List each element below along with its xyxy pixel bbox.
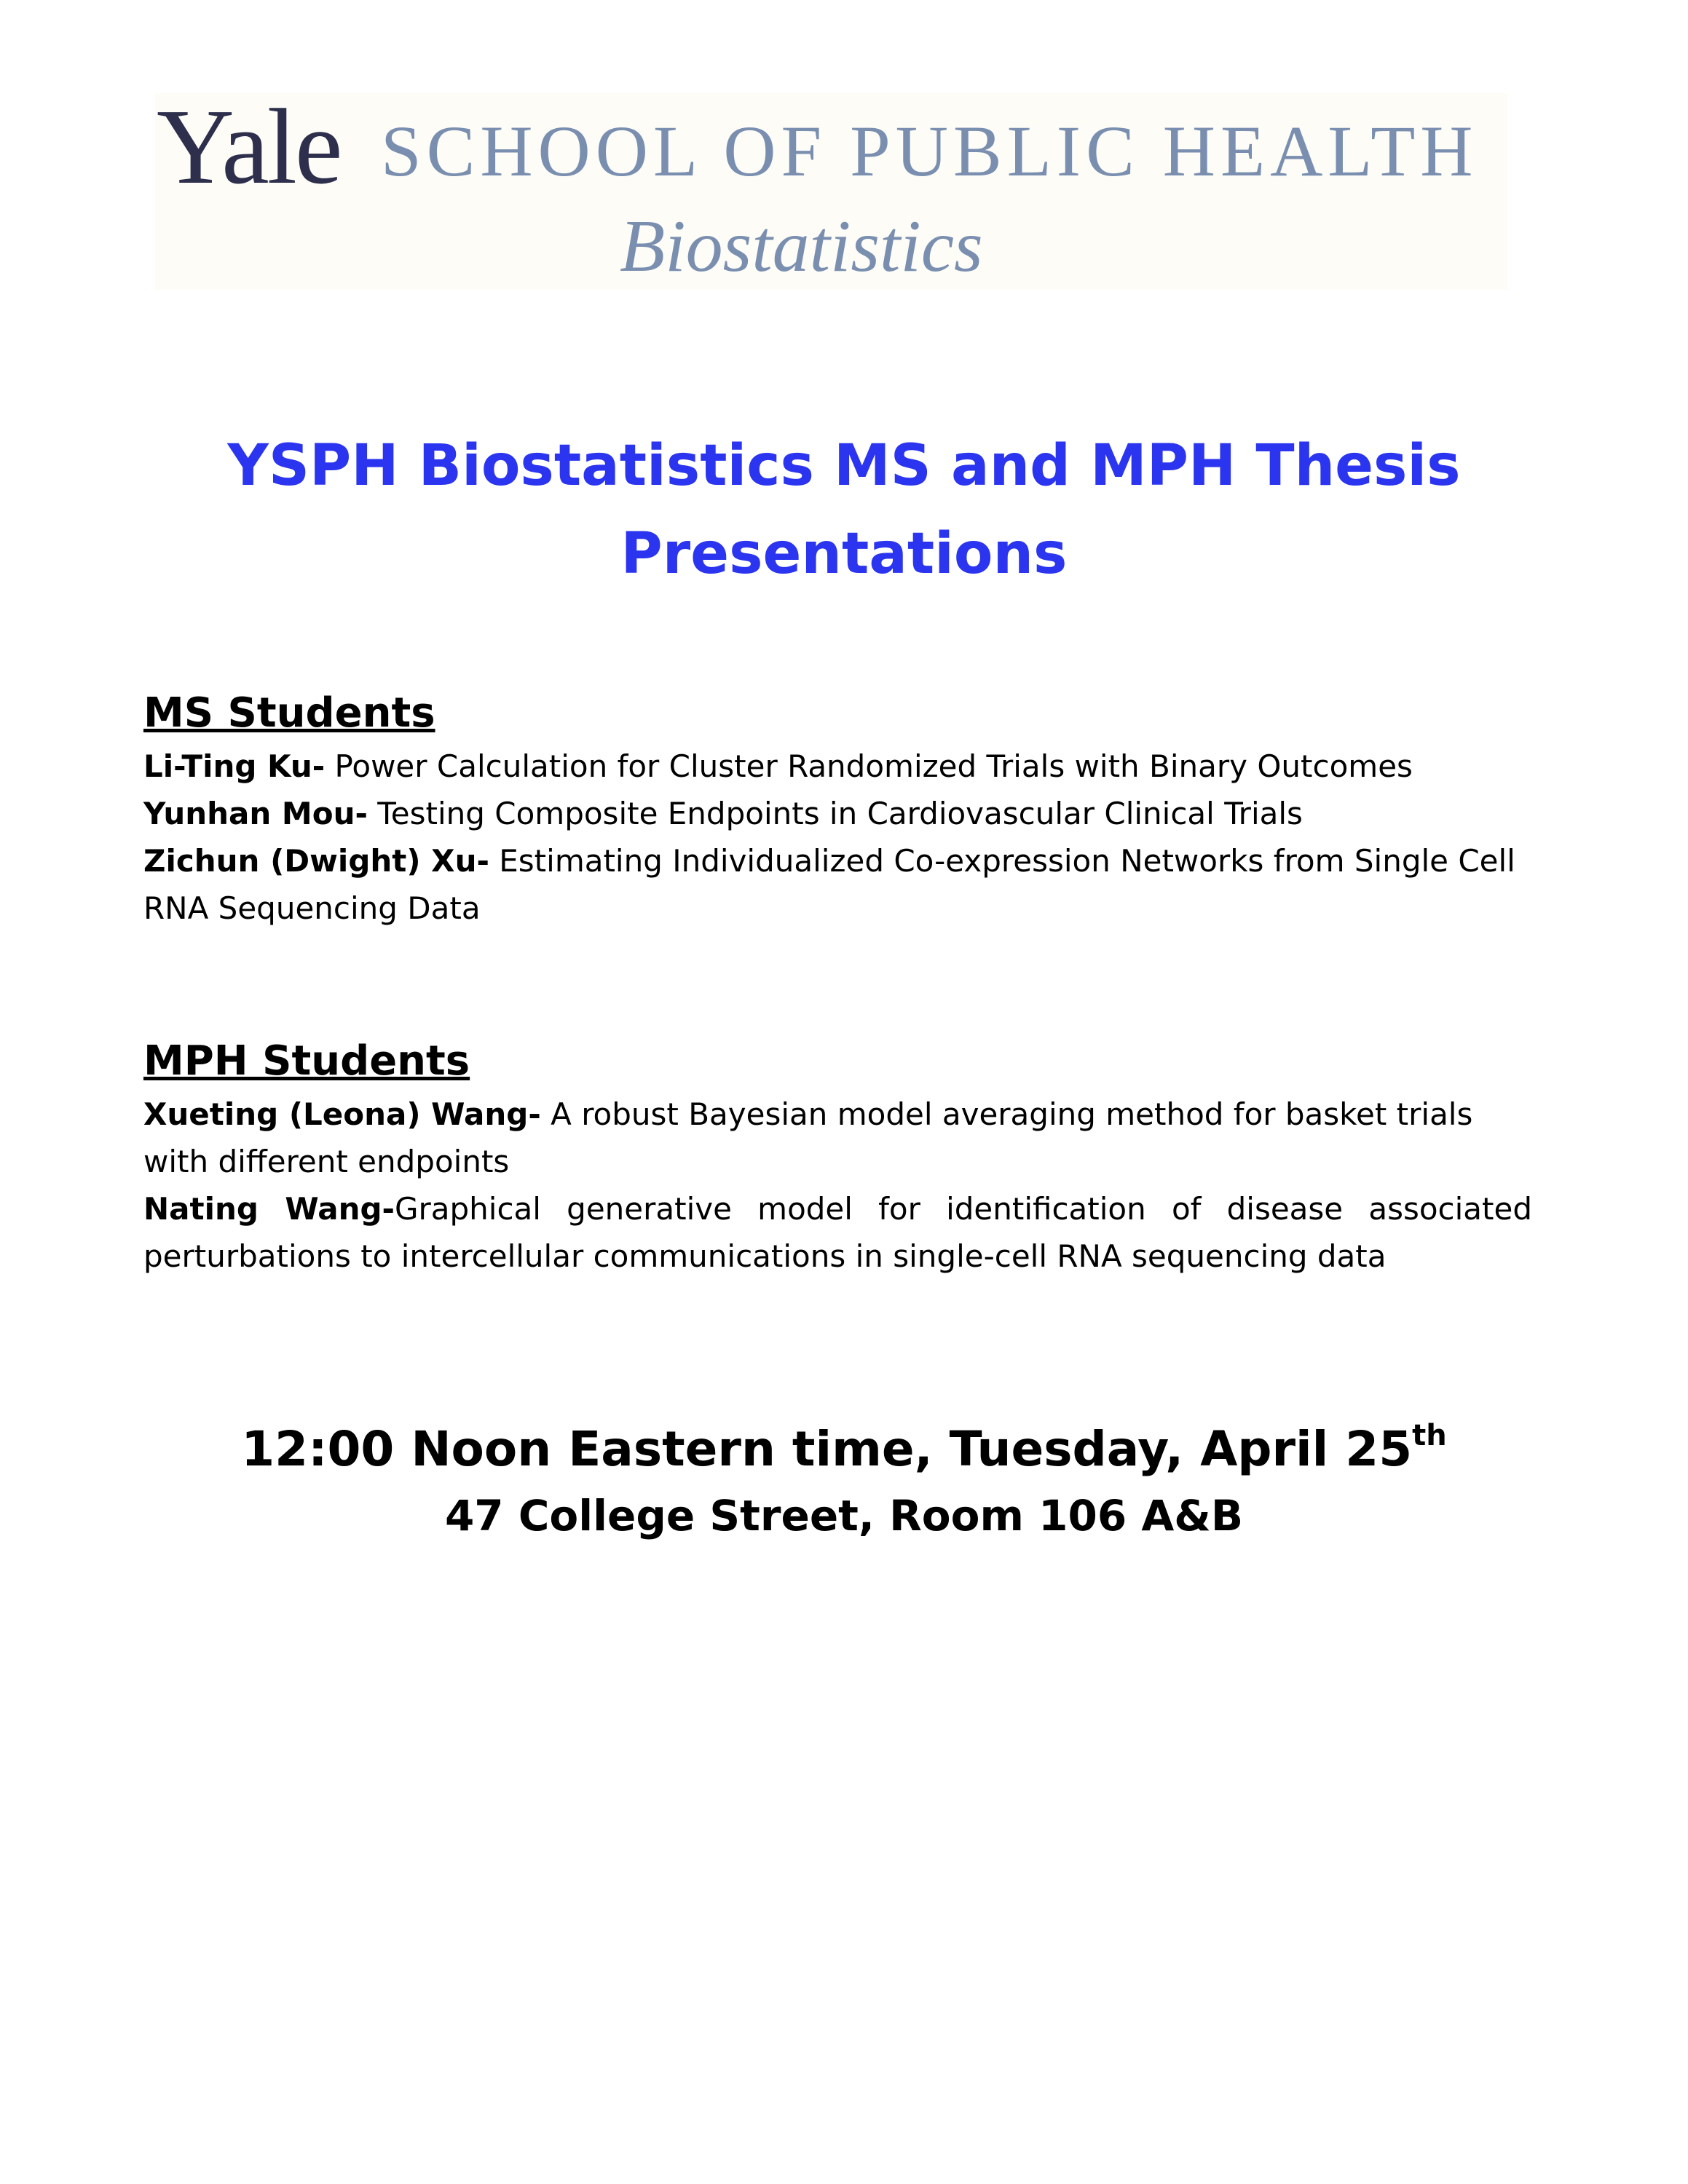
- ms-students-heading: MS Students: [143, 689, 435, 737]
- student-entry: [143, 1091, 1532, 1185]
- student-entry: [143, 837, 1532, 932]
- student-entry: [143, 790, 1532, 837]
- page-title: [0, 422, 1688, 598]
- logo-wordmark: Yale: [157, 87, 341, 207]
- event-location: 47 College Street, Room 106 A&B: [444, 1491, 1244, 1540]
- event-time: [0, 1415, 1688, 1484]
- event-date-suffix: th: [1412, 1419, 1447, 1452]
- thesis-topic: Power Calculation for Cluster Randomized Trials with Binary Outcomes: [325, 748, 1413, 784]
- thesis-topic: Estimating Individualized Co-expression Networks from Single Cell RNA Sequencing Data: [143, 843, 1515, 926]
- student-entry: [143, 743, 1532, 790]
- student-entry: [143, 1185, 1532, 1280]
- page-title-line-1: YSPH Biostatistics MS and MPH Thesis: [227, 433, 1461, 499]
- thesis-topic: Graphical generative model for identification of disease associated perturbations to intercellular communications in single-cell RNA sequencing data: [143, 1191, 1532, 1274]
- student-name: Zichun (Dwight) Xu-: [143, 843, 489, 879]
- student-name: Li-Ting Ku-: [143, 748, 326, 784]
- thesis-topic: A robust Bayesian model averaging method for basket trials with different endpoints: [143, 1096, 1473, 1179]
- yale-logo-banner: [155, 87, 1507, 290]
- logo-department: Biostatistics: [620, 205, 983, 288]
- ms-students-section: [143, 684, 1532, 932]
- page-title-line-2: Presentations: [620, 521, 1068, 587]
- logo-school-name: SCHOOL OF PUBLIC HEALTH: [381, 111, 1478, 191]
- student-name: Nating Wang-: [143, 1191, 395, 1227]
- thesis-topic: Testing Composite Endpoints in Cardiovascular Clinical Trials: [367, 796, 1303, 831]
- event-time-text: 12:00 Noon Eastern time, Tuesday, April 25: [241, 1421, 1413, 1477]
- student-name: Xueting (Leona) Wang-: [143, 1096, 541, 1132]
- student-name: Yunhan Mou-: [143, 796, 368, 831]
- mph-students-section: [143, 1032, 1532, 1280]
- mph-students-heading: MPH Students: [143, 1037, 470, 1085]
